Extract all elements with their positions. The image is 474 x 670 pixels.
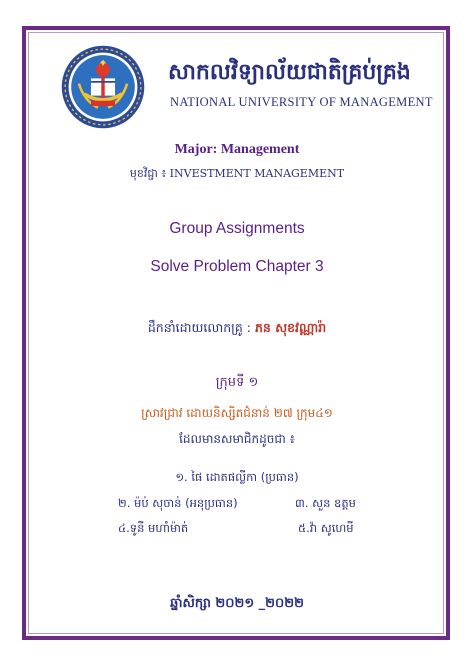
university-name-english: NATIONAL UNIVERSITY OF MANAGEMENT	[170, 95, 433, 109]
members-heading: ដែលមានសមាជិកដូចជា ៖	[179, 432, 295, 446]
member-item: ២. ម៉ប់ សុចាន់ (អនុប្រធាន)	[118, 496, 238, 510]
member-item: ១. ផៃ ដោតផល្លីកា (ប្រធាន)	[175, 470, 299, 484]
assignment-title: Group Assignments	[169, 220, 305, 237]
problem-title: Solve Problem Chapter 3	[150, 258, 324, 275]
academic-year: ឆ្នាំសិក្សា ២០២១ _២០២២	[170, 596, 304, 611]
cohort-line: ស្រាវជ្រាវ ដោយនិស្សិតជំនាន់ ២៧ ក្រុម៤១	[141, 406, 333, 420]
specialization: មុខវិជ្ជា ៖ INVESTMENT MANAGEMENT	[129, 167, 345, 180]
member-item: ៥.វ៉ា សូហេមី	[298, 521, 354, 535]
lecturer-line	[30, 320, 444, 339]
member-item: ៣. សួន ឧត្តម	[295, 496, 356, 510]
lecturer-label: ដឹកនាំដោយលោកគ្រូ :	[147, 320, 255, 335]
university-name-khmer: សាកលវិទ្យាល័យជាតិគ្រប់គ្រង	[168, 60, 411, 85]
university-emblem-icon	[60, 44, 146, 130]
lecturer-name: ភន សុខវណ្ណារ៉ា	[254, 320, 327, 335]
group-title: ក្រុមទី ១	[215, 375, 259, 390]
major-title: Major: Management	[174, 142, 300, 157]
member-item: ៤.ទូនី មហាំម៉ាត់	[118, 521, 189, 535]
